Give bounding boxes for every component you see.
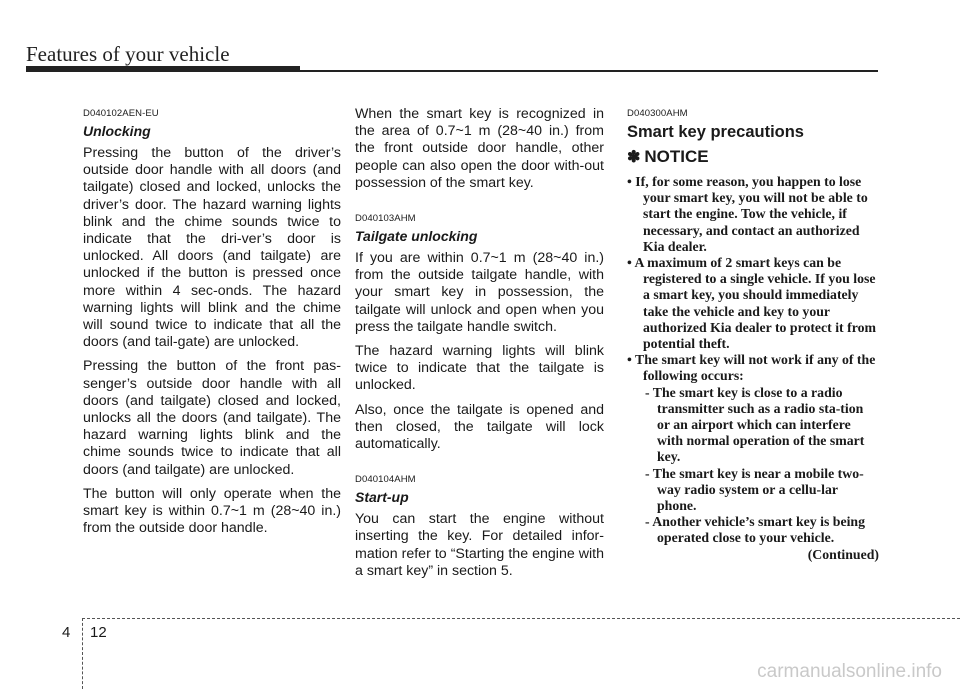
paragraph: Also, once the tailgate is opened and then closed, the tailgate will lock automatically.: [355, 401, 604, 453]
header-rule-thin: [26, 70, 878, 72]
bullet-item: • The smart key will not work if any of the following occurs:: [627, 352, 876, 384]
bullet-item: • If, for some reason, you happen to lose your smart key, you will not be able to start the engine. Tow the vehicle, if necessary, and contact an authorized Kia dealer.: [627, 174, 868, 254]
section-code: D040103AHM: [355, 213, 416, 225]
section-code: D040300AHM: [627, 108, 688, 119]
column-unlocking: [83, 108, 341, 544]
paragraph: Pressing the button of the front pas-senger’s outside door handle with all doors (and tailgate) closed and locked, unlocks all the doors (and tailgate). The hazard warning lights blink and the chime sounds twice to indicate that all doors (and tailgate) are unlocked.: [83, 358, 341, 478]
section-subtitle-unlocking: Unlocking: [83, 123, 151, 139]
column-tailgate-startup: [355, 106, 604, 587]
chapter-number: 4: [62, 624, 71, 641]
paragraph: Pressing the button of the driver’s outside door handle with all doors (and tailgate) closed and locked, unlocks the driver’s door. The hazard warning lights blink and the chime sounds twice to indicate that the dri-ver’s door is unlocked. All doors (and tailgate) are unlocked if the button is pressed once more within 4 sec-onds. The hazard warning lights will blink and the chime will sound twice to indicate that all the doors (and tail-gate) are unlocked.: [83, 145, 341, 351]
paragraph: You can start the engine without inserting the key. For detailed infor-mation refer to “Starting the engine with a smart key” in section 5.: [355, 511, 604, 579]
section-code: D040102AEN-EU: [83, 108, 159, 119]
watermark-link[interactable]: carmanualsonline.info: [757, 661, 942, 682]
sub-bullet-item: - Another vehicle’s smart key is being operated close to your vehicle.: [645, 514, 865, 546]
paragraph: When the smart key is recognized in the area of 0.7~1 m (28~40 in.) from the front outside door handle, other people can also open the door with-out possession of the smart key.: [355, 106, 604, 191]
footer-divider: [82, 618, 84, 689]
continued-note: (Continued): [807, 546, 879, 562]
section-subtitle-startup: Start-up: [355, 489, 409, 506]
page-header-title: Features of your vehicle: [26, 42, 230, 66]
section-code: D040104AHM: [355, 474, 416, 486]
footer-rule: [82, 618, 960, 619]
notice-label: NOTICE: [644, 147, 709, 166]
section-subtitle-tailgate: Tailgate unlocking: [355, 228, 478, 245]
paragraph: The hazard warning lights will blink twice to indicate that the tailgate is unlocked.: [355, 343, 604, 394]
asterisk-notice-icon: ✽: [627, 149, 641, 166]
sub-bullet-item: - The smart key is near a mobile two-way radio system or a cellu-lar phone.: [645, 465, 864, 514]
sub-bullet-item: - The smart key is close to a radio transmitter such as a radio sta-tion or an airport which can interfere with normal operation of the smart key.: [645, 384, 865, 465]
column-smart-key-precautions: [627, 108, 879, 563]
page-number: 12: [90, 624, 107, 641]
bullet-item: • A maximum of 2 smart keys can be registered to a single vehicle. If you lose a smart key, you should immediately take the vehicle and key to your authorized Kia dealer to protect it from potential theft.: [627, 255, 876, 352]
notice-heading: [627, 147, 879, 167]
paragraph: If you are within 0.7~1 m (28~40 in.) from the outside tailgate handle, with your smart key in possession, the tailgate will unlock and open when you press the tailgate handle switch.: [355, 250, 604, 335]
paragraph: The button will only operate when the smart key is within 0.7~1 m (28~40 in.) from the outside door handle.: [83, 485, 341, 537]
section-heading-precautions: Smart key precautions: [627, 123, 804, 141]
